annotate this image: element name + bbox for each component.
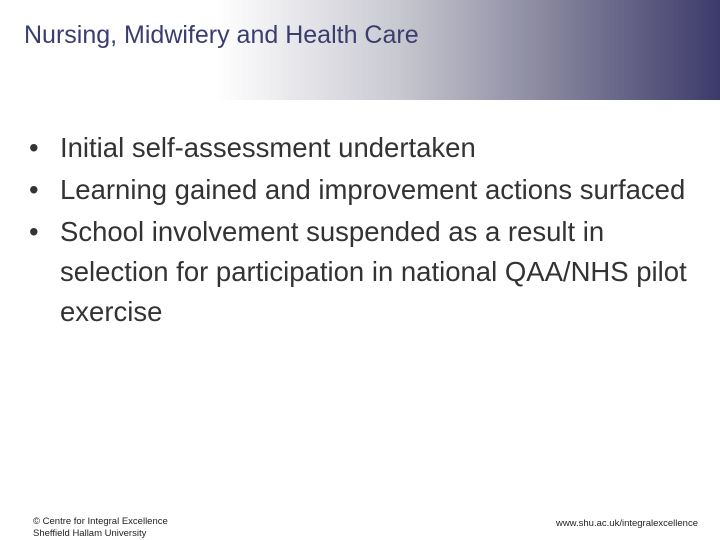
bullet-list <box>26 128 706 334</box>
bullet-text: Learning gained and improvement actions surfaced <box>60 174 686 205</box>
bullet-item <box>26 170 706 210</box>
bullet-item <box>26 212 706 332</box>
bullet-marker: • <box>29 132 39 163</box>
footer-copyright <box>33 516 168 540</box>
slide-title: Nursing, Midwifery and Health Care <box>24 21 419 49</box>
bullet-text: Initial self-assessment undertaken <box>60 132 476 163</box>
header-banner <box>0 0 720 100</box>
bullet-text: School involvement suspended as a result in selection for participation in national QAA/NHS pilot exercise <box>60 216 687 327</box>
bullet-item <box>26 128 706 168</box>
footer-url: www.shu.ac.uk/integralexcellence <box>555 518 698 529</box>
footer-copyright-line2: Sheffield Hallam University <box>33 528 147 539</box>
bullet-marker: • <box>29 174 39 205</box>
bullet-marker: • <box>29 216 39 247</box>
footer-copyright-line1: © Centre for Integral Excellence <box>33 516 168 527</box>
